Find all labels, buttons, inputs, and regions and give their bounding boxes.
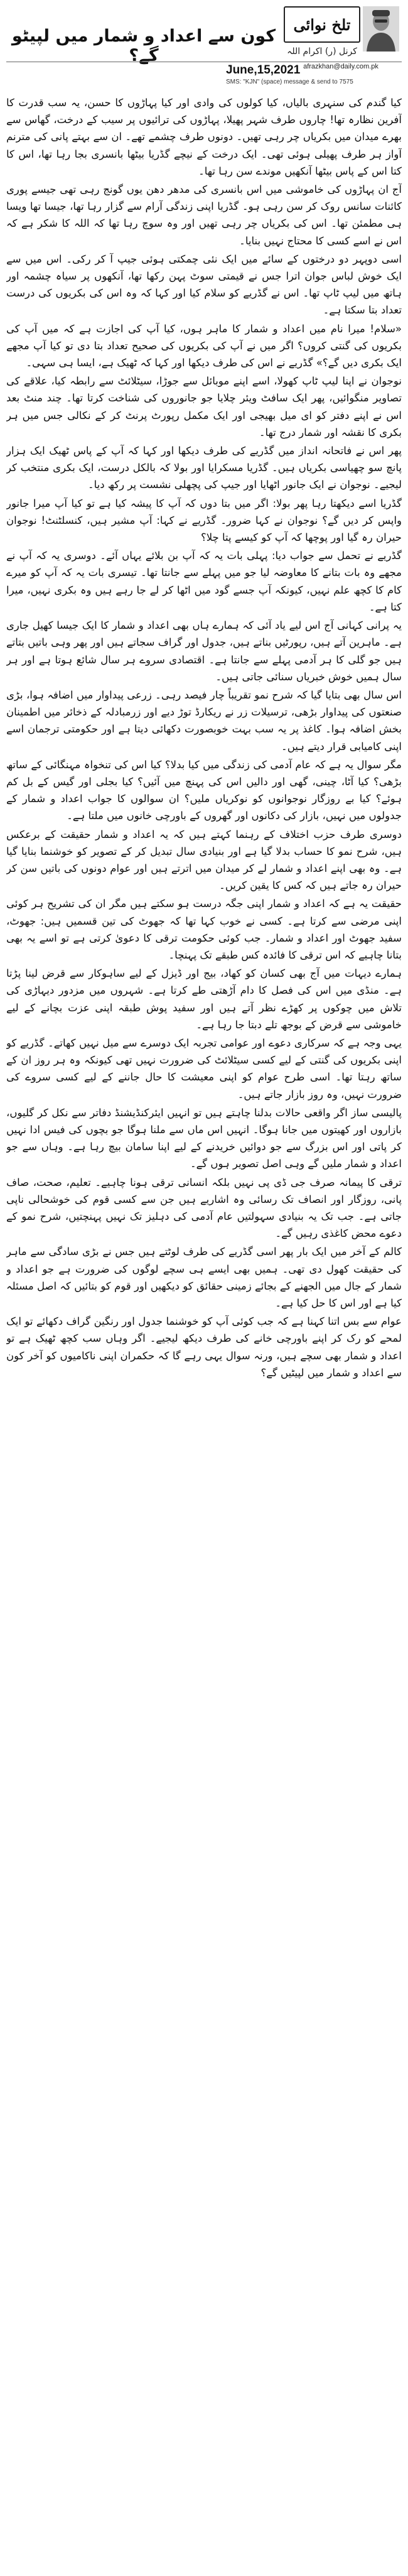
author-name: کرنل (ر) اکرام اللہ (287, 46, 357, 57)
article-paragraph: پھر اس نے فاتحانہ انداز میں گڈریے کی طرف دیکھا اور کہا کہ آپ کے پاس ٹھیک ایک ہزار پانچ سو چھیاسی بکریاں ہیں۔ گڈریا مسکرایا اور بولا کہ بالکل درست، ایک بکری منتخب کر لیجیے۔ نوجوان نے ایک جانور اٹھایا اور جیپ کی پچھلی نشست پر رکھ دیا۔ (6, 445, 402, 491)
article-paragraph: اس سال بھی بتایا گیا کہ شرح نمو تقریباً چار فیصد رہی۔ زرعی پیداوار میں اضافہ ہوا، بڑی صنعتوں کی پیداوار بڑھی، ترسیلات زر نے ریکارڈ توڑ دیے اور زرمبادلہ کے ذخائر میں اطمینان بخش اضافہ ہوا۔ کاغذ پر یہ سب بہت خوبصورت دکھائی دیتا ہے اور حکومتی ترجمان اسے اپنی کامیابی قرار دیتے ہیں۔ (6, 688, 402, 753)
article-paragraph: گڈریے نے تحمل سے جواب دیا: پہلی بات یہ کہ آپ بن بلائے یہاں آئے۔ دوسری یہ کہ آپ نے مجھے وہ بات بتانے کا معاوضہ لیا جو میں پہلے سے جانتا تھا۔ تیسری بات یہ کہ آپ کو میرے کام کا کچھ علم نہیں، کیونکہ آپ جسے گود میں اٹھا کر لے جا رہے ہیں وہ بکری نہیں، میرا کتا ہے۔ (6, 550, 402, 613)
article-paragraph: ہمارے دیہات میں آج بھی کسان کو کھاد، بیج اور ڈیزل کے لیے ساہوکار سے قرض لینا پڑتا ہے۔ منڈی میں اس کی فصل کا دام آڑھتی طے کرتا ہے۔ شہروں میں مزدور دیہاڑی کی تلاش میں چوکوں پر کھڑے نظر آتے ہیں اور سفید پوش طبقہ اپنی عزت بچانے کے لیے خاموشی سے قرض کے بوجھ تلے دبتا جا رہا ہے۔ (6, 967, 402, 1031)
column-header (6, 4, 402, 98)
author-email: afrazkhan@daily.com.pk (303, 63, 378, 70)
column-logo (284, 6, 360, 43)
article-paragraph: «سلام! میرا نام میں اعداد و شمار کا ماہر ہوں، کیا آپ کی اجازت ہے کہ میں آپ کی بکریوں کی گنتی کروں؟ اگر میں نے آپ کی بکریوں کی صحیح تعداد بتا دی تو کیا آپ مجھے ایک بکری دیں گے؟» گڈریے نے اس کی طرف دیکھا اور کہا کہ ٹھیک ہے، ایسا ہی سہی۔ (6, 322, 402, 369)
column-name: تلخ نوائی (293, 15, 351, 34)
publish-date: June,15,2021 (226, 63, 301, 77)
article-paragraph: نوجوان نے اپنا لیپ ٹاپ کھولا، اسے اپنے موبائل سے جوڑا، سیٹلائٹ سے رابطہ کیا، علاقے کی تصاویر منگوائیں، پھر ایک سافٹ ویئر چلایا جو جانوروں کی شناخت کرتا تھا۔ چند منٹ بعد اس نے اپنے دفتر کو ای میل بھیجی اور ایک مکمل رپورٹ پرنٹ کر کے نکالی جس میں ہر بکری کا نقشہ اور شمار درج تھا۔ (6, 375, 402, 438)
article-paragraph: حقیقت یہ ہے کہ اعداد و شمار اپنی جگہ درست ہو سکتے ہیں مگر ان کی تشریح ہر کوئی اپنی مرضی سے کرتا ہے۔ کسی نے خوب کہا تھا کہ جھوٹ کی تین قسمیں ہیں: جھوٹ، سفید جھوٹ اور اعداد و شمار۔ جب کوئی حکومت ترقی کا دعویٰ کرتی ہے تو اسے یہ بھی بتانا چاہیے کہ اس ترقی کا فائدہ کس طبقے تک پہنچا۔ (6, 898, 402, 961)
headline: کون سے اعداد و شمار میں لپیٹو گے؟ (11, 26, 276, 65)
sms-instruction: SMS: "KJN" (space) message & send to 7575 (226, 79, 353, 85)
article-paragraph: آج ان پہاڑوں کی خاموشی میں اس بانسری کی مدھر دھن یوں گونج رہی تھی جیسے پوری کائنات سانس روک کر سن رہی ہو۔ گڈریا اپنی زندگی آرام سے گزار رہا تھا، جیسا تھا ویسا ہی مطمئن تھا۔ اس کی بکریاں چر رہی تھیں اور وہ سوچ رہا تھا کہ اللہ کا شکر ہے کہ اس نے اسے کسی کا محتاج نہیں بنایا۔ (6, 183, 402, 247)
article-paragraph: عوام سے بس اتنا کہنا ہے کہ جب کوئی آپ کو خوشنما جدول اور رنگین گراف دکھائے تو ایک لمحے کو رک کر اپنے باورچی خانے کی طرف دیکھ لیجیے۔ اگر وہاں سب کچھ ٹھیک ہے تو اعداد و شمار بھی سچے ہیں، ورنہ سوال یہی رہے گا کہ حکمران اپنی ناکامیوں کو آخر کون سے اعداد و شمار میں لپیٹیں گے؟ (6, 1315, 402, 1379)
author-portrait (363, 6, 399, 52)
article-paragraph: دوسری طرف حزب اختلاف کے رہنما کہتے ہیں کہ یہ اعداد و شمار حقیقت کے برعکس ہیں، شرح نمو کا حساب بدلا گیا ہے اور بنیادی سال تبدیل کر کے تصویر کو خوشنما بنایا گیا ہے۔ وہ بھی اپنے اعداد و شمار لے کر میدان میں اترتے ہیں اور عوام دونوں کی باتیں سن کر حیران رہ جاتے ہیں کہ کس کا یقین کریں۔ (6, 828, 402, 892)
article-paragraph: یہی وجہ ہے کہ سرکاری دعوے اور عوامی تجربہ ایک دوسرے سے میل نہیں کھاتے۔ گڈریے کو اپنی بکریوں کی گنتی کے لیے کسی سیٹلائٹ کی ضرورت نہیں تھی کیونکہ وہ ہر روز ان کے ساتھ رہتا تھا۔ اسی طرح عوام کو اپنی معیشت کا حال جاننے کے لیے کسی سروے کی ضرورت نہیں، وہ روز بازار جاتے ہیں۔ (6, 1036, 402, 1101)
article-paragraph: کیا گندم کی سنہری بالیاں، کیا کولوں کی وادی اور کیا پہاڑوں کا حسن، یہ سب قدرت کا آفرین نظارہ تھا! چاروں طرف شہر پھیلا، پہاڑوں کی ترائیوں پر سیب کے درخت، گھاس سے بھرے میدان میں بکریاں چر رہی تھیں۔ دونوں طرف چشمے تھے۔ ان سے بہتے پانی کی مترنم آواز ہر طرف پھیلی ہوئی تھی۔ ایک درخت کے نیچے گڈریا بیٹھا بانسری بجا رہا تھا، اس کا کتا اس کے پاس بیٹھا آنکھیں موندے سن رہا تھا۔ (6, 97, 402, 177)
article-paragraph: کالم کے آخر میں ایک بار پھر اسی گڈریے کی طرف لوٹتے ہیں جس نے بڑی سادگی سے ماہر کی حقیقت کھول دی تھی۔ ہمیں بھی ایسے ہی سچے لوگوں کی ضرورت ہے جو اعداد و شمار کے جال میں الجھنے کے بجائے زمینی حقائق کو دیکھیں اور قوم کو بتائیں کہ اصل مسئلہ کیا ہے اور اس کا حل کیا ہے۔ (6, 1246, 402, 1310)
article-paragraph: مگر سوال یہ ہے کہ عام آدمی کی زندگی میں کیا بدلا؟ کیا اس کی تنخواہ مہنگائی کے ساتھ بڑھی؟ کیا آٹا، چینی، گھی اور دالیں اس کی پہنچ میں آئیں؟ کیا بجلی اور گیس کے بل کم ہوئے؟ کیا بے روزگار نوجوانوں کو نوکریاں ملیں؟ ان سوالوں کا جواب اعداد و شمار کے جدولوں میں نہیں، بازار کی دکانوں اور گھروں کے باورچی خانوں میں ملتا ہے۔ (6, 758, 402, 822)
article-paragraph: اسی دوپہر دو درختوں کے سائے میں ایک نئی چمکتی ہوئی جیپ آ کر رکی۔ اس میں سے ایک خوش لباس جوان اترا جس نے قیمتی سوٹ پہن رکھا تھا، آنکھوں پر سیاہ چشمہ اور ہاتھ میں لیپ ٹاپ تھا۔ اس نے گڈریے کو سلام کیا اور کہا کہ وہ اس کی بکریوں کی درست تعداد بتا سکتا ہے۔ (6, 253, 402, 317)
article-paragraph: ترقی کا پیمانہ صرف جی ڈی پی نہیں بلکہ انسانی ترقی ہونا چاہیے۔ تعلیم، صحت، صاف پانی، روزگار اور انصاف تک رسائی وہ اشاریے ہیں جن سے کسی قوم کی خوشحالی ناپی جاتی ہے۔ جب تک یہ بنیادی سہولتیں عام آدمی کی دہلیز تک نہیں پہنچتیں، شرح نمو کے دعوے محض کاغذی رہیں گے۔ (6, 1176, 402, 1240)
article-paragraph: پالیسی ساز اگر واقعی حالات بدلنا چاہتے ہیں تو انہیں ایئرکنڈیشنڈ دفاتر سے نکل کر گلیوں، بازاروں اور کھیتوں میں جانا ہوگا۔ انہیں اس ماں سے ملنا ہوگا جو بچوں کی فیس ادا نہیں کر پاتی اور اس بزرگ سے جو دوائیں خریدنے کے لیے اپنا سامان بیچ رہا ہے۔ وہاں سے جو اعداد و شمار ملیں گے وہی اصل تصویر ہوں گے۔ (6, 1106, 402, 1170)
article-paragraph: گڈریا اسے دیکھتا رہا پھر بولا: اگر میں بتا دوں کہ آپ کا پیشہ کیا ہے تو کیا آپ میرا جانور واپس کر دیں گے؟ نوجوان نے کہا ضرور۔ گڈریے نے کہا: آپ مشیر ہیں، کنسلٹنٹ! نوجوان حیران رہ گیا اور پوچھا کہ آپ کو کیسے پتا چلا؟ (6, 497, 402, 544)
article-body (6, 94, 402, 2569)
article-paragraph: یہ پرانی کہانی آج اس لیے یاد آئی کہ ہمارے ہاں بھی اعداد و شمار کا ایک جیسا کھیل جاری ہے۔ ماہرین آتے ہیں، رپورٹیں بناتے ہیں، جدول اور گراف سجاتے ہیں اور پھر وہی باتیں بتاتے ہیں جو گلی کا ہر آدمی پہلے سے جانتا ہے۔ اقتصادی سروے ہر سال شائع ہوتا ہے اور ہر سال ہمیں خوش خبریاں سنائی جاتی ہیں۔ (6, 619, 402, 683)
